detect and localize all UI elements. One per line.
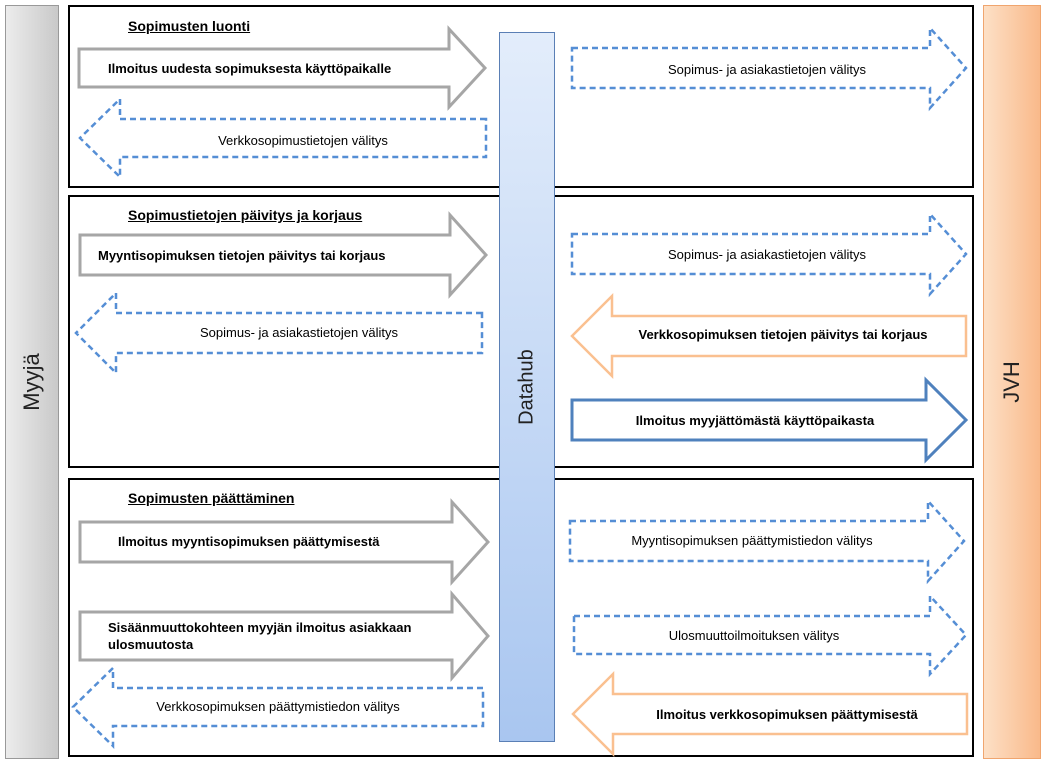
arrow-label: Verkkosopimuksen tietojen päivitys tai korjaus bbox=[638, 326, 928, 342]
arrow-label: Verkkosopimuksen päättymistiedon välitys bbox=[156, 698, 400, 714]
arrow-label: Ilmoitus verkkosopimuksen päättymisestä bbox=[656, 706, 918, 722]
section-title: Sopimustietojen päivitys ja korjaus bbox=[128, 207, 363, 223]
arrow-label: Sisäänmuuttokohteen myyjän ilmoitus asiakkaan ulosmuutosta bbox=[108, 620, 412, 652]
arrow-label: Ilmoitus uudesta sopimuksesta käyttöpaikalle bbox=[108, 60, 392, 76]
arrow-label: Ulosmuuttoilmoituksen välitys bbox=[668, 627, 840, 643]
section-title: Sopimusten luonti bbox=[128, 18, 251, 34]
arrow-label: Myyntisopimuksen tietojen päivitys tai korjaus bbox=[98, 247, 386, 263]
actor-label-jvh: JVH bbox=[999, 361, 1024, 403]
arrow-label: Sopimus- ja asiakastietojen välitys bbox=[668, 61, 866, 77]
arrow-label: Verkkosopimustietojen välitys bbox=[218, 132, 388, 148]
section-title: Sopimusten päättäminen bbox=[128, 490, 295, 506]
arrow-label: Ilmoitus myyjättömästä käyttöpaikasta bbox=[635, 412, 875, 428]
arrow-label: Sopimus- ja asiakastietojen välitys bbox=[668, 246, 866, 262]
arrow-label: Sopimus- ja asiakastietojen välitys bbox=[200, 324, 398, 340]
arrow-label: Myyntisopimuksen päättymistiedon välitys bbox=[631, 532, 873, 548]
actor-label-myyja: Myyjä bbox=[19, 353, 44, 411]
actor-label-datahub: Datahub bbox=[515, 349, 538, 425]
arrow-label: Ilmoitus myyntisopimuksen päättymisestä bbox=[118, 533, 380, 549]
actor-bar-datahub bbox=[499, 32, 555, 742]
